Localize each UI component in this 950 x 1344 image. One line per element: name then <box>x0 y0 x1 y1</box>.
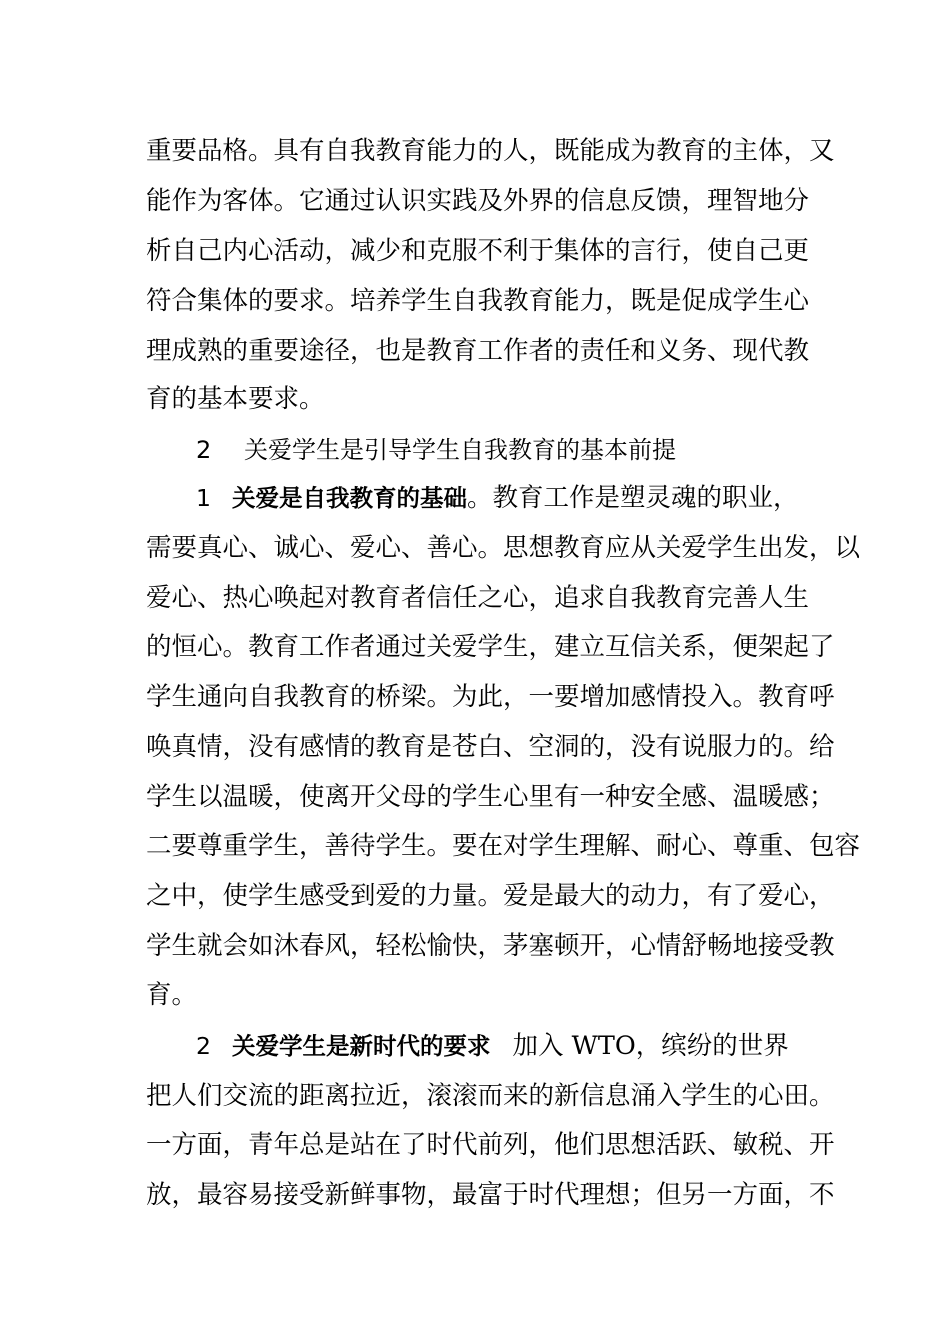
paragraph-line: 育。 <box>146 980 198 1010</box>
paragraph-line: 之中，使学生感受到爱的力量。爱是最大的动力，有了爱心， <box>146 881 835 911</box>
paragraph-line: 的恒心。教育工作者通过关爱学生，建立互信关系，便架起了 <box>146 632 835 662</box>
paragraph-line: 学生以温暖，使离开父母的学生心里有一种安全感、温暖感； <box>146 782 835 812</box>
paragraph-line: 放，最容易接受新鲜事物，最富于时代理想；但另一方面，不 <box>146 1180 835 1210</box>
paragraph-line: 唤真情，没有感情的教育是苍白、空洞的，没有说服力的。给 <box>146 732 835 762</box>
paragraph-line: 能作为客体。它通过认识实践及外界的信息反馈，理智地分 <box>146 186 810 216</box>
subsection-title: 关爱学生是新时代的要求 <box>232 1032 491 1060</box>
subsection-number: 2 <box>196 1032 211 1060</box>
section-heading <box>196 432 676 468</box>
paragraph-line: 重要品格。具有自我教育能力的人，既能成为教育的主体，又 <box>146 136 835 166</box>
paragraph-line: 学生通向自我教育的桥梁。为此，一要增加感情投入。教育呼 <box>146 682 835 712</box>
subsection-text: 加入 WTO，缤纷的世界 <box>512 1031 789 1061</box>
paragraph-line: 析自己内心活动，减少和克服不利于集体的言行，使自己更 <box>146 236 810 266</box>
subsection-text: 。教育工作是塑灵魂的职业， <box>467 483 799 513</box>
section-title: 关爱学生是引导学生自我教育的基本前提 <box>244 436 676 464</box>
paragraph-line: 二要尊重学生，善待学生。要在对学生理解、耐心、尊重、包容 <box>146 831 861 861</box>
paragraph-line: 把人们交流的距离拉近，滚滚而来的新信息涌入学生的心田。 <box>146 1081 835 1111</box>
subsection-first-line <box>196 1028 789 1064</box>
paragraph-line: 育的基本要求。 <box>146 384 325 414</box>
subsection-title: 关爱是自我教育的基础 <box>232 484 467 512</box>
paragraph-line: 需要真心、诚心、爱心、善心。思想教育应从关爱学生出发，以 <box>146 533 861 563</box>
paragraph-line: 爱心、热心唤起对教育者信任之心，追求自我教育完善人生 <box>146 583 810 613</box>
subsection-first-line <box>196 480 799 516</box>
section-number: 2 <box>196 436 212 464</box>
paragraph-line: 理成熟的重要途径，也是教育工作者的责任和义务、现代教 <box>146 336 810 366</box>
subsection-number: 1 <box>196 484 211 512</box>
paragraph-line: 学生就会如沐春风，轻松愉快，茅塞顿开，心情舒畅地接受教 <box>146 931 835 961</box>
paragraph-line: 符合集体的要求。培养学生自我教育能力，既是促成学生心 <box>146 286 810 316</box>
paragraph-line: 一方面，青年总是站在了时代前列，他们思想活跃、敏税、开 <box>146 1130 835 1160</box>
